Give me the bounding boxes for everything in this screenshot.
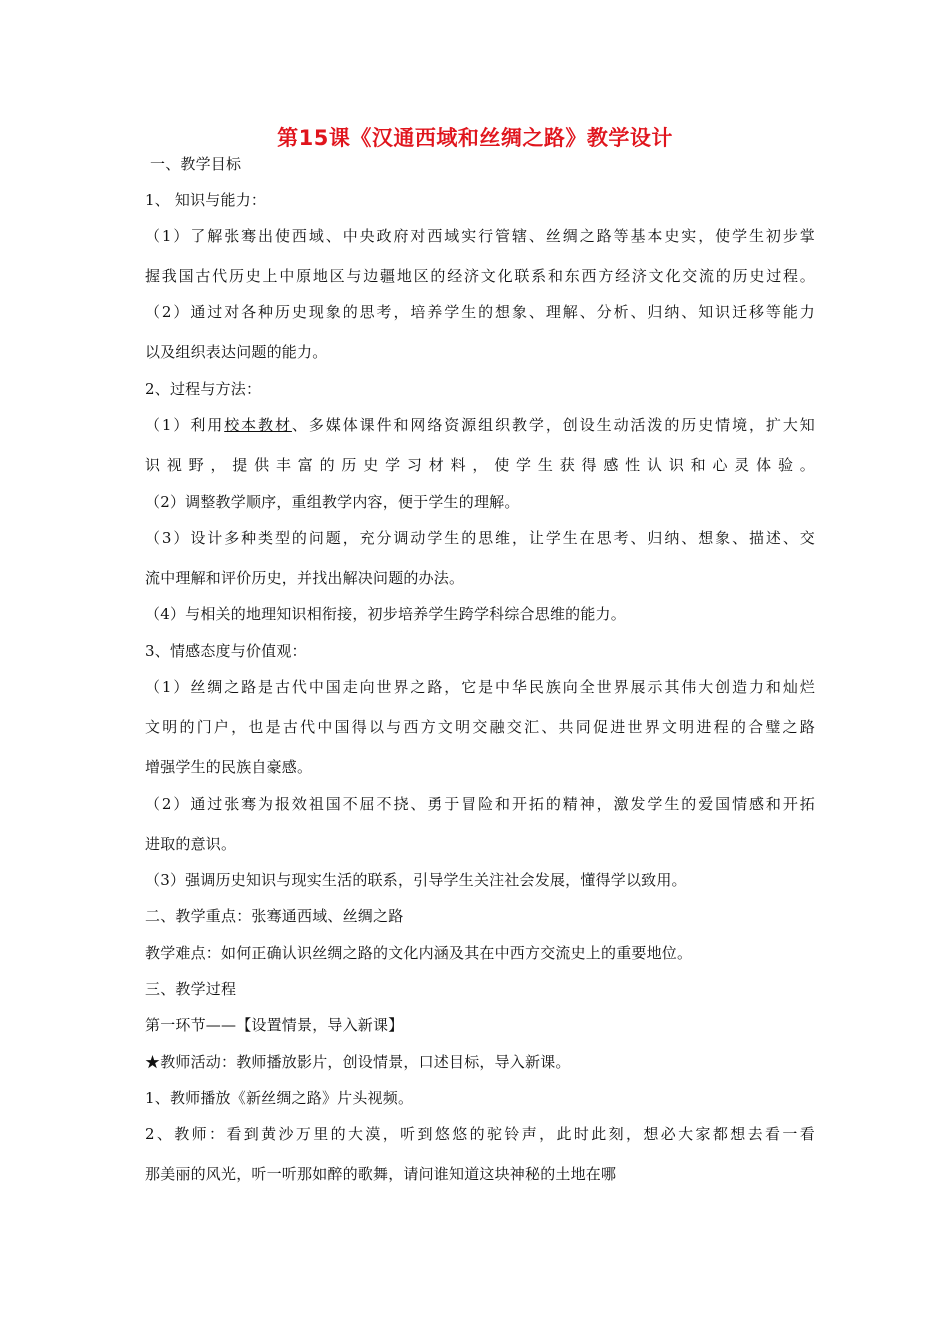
- paragraph-line: （3）强调历史知识与现实生活的联系，引导学生关注社会发展，懂得学以致用。: [145, 871, 687, 889]
- paragraph-line: （4）与相关的地理知识相衔接，初步培养学生跨学科综合思维的能力。: [145, 605, 626, 623]
- paragraph-line: （3）设计多种类型的问题，充分调动学生的思维，让学生在思考、归纳、想象、描述、交: [145, 529, 815, 547]
- paragraph-line: 1、教师播放《新丝绸之路》片头视频。: [145, 1089, 414, 1107]
- paragraph-line: [145, 414, 815, 435]
- paragraph-line: 文明的门户，也是古代中国得以与西方文明交融交汇、共同促进世界文明进程的合璧之路: [145, 718, 815, 736]
- text-run: （1）利用: [145, 416, 225, 434]
- stage-heading: 第一环节——【设置情景，导入新课】: [145, 1016, 404, 1034]
- section-heading-process: 三、教学过程: [145, 980, 237, 998]
- subheading-knowledge-ability: 1、 知识与能力：: [145, 191, 267, 209]
- paragraph-line: 以及组织表达问题的能力。: [145, 343, 328, 361]
- paragraph-line: 识视野，提供丰富的历史学习材料，使学生获得感性认识和心灵体验。: [145, 456, 815, 474]
- section-heading-objectives: 一、教学目标: [150, 155, 242, 173]
- underlined-term: 校本教材: [224, 416, 292, 434]
- paragraph-line: （2）通过张骞为报效祖国不屈不挠、勇于冒险和开拓的精神，激发学生的爱国情感和开拓: [145, 795, 815, 813]
- teacher-activity: ★教师活动：教师播放影片，创设情景，口述目标，导入新课。: [145, 1053, 571, 1071]
- subheading-attitude-values: 3、情感态度与价值观：: [145, 642, 307, 660]
- paragraph-line: （1）丝绸之路是古代中国走向世界之路，它是中华民族向全世界展示其伟大创造力和灿烂: [145, 678, 815, 696]
- paragraph-line: （1）了解张骞出使西域、中央政府对西域实行管辖、丝绸之路等基本史实，使学生初步掌: [145, 227, 815, 245]
- paragraph-line: （2）调整教学顺序，重组教学内容，便于学生的理解。: [145, 493, 520, 511]
- paragraph-line: 2、教师：看到黄沙万里的大漠，听到悠悠的驼铃声，此时此刻，想必大家都想去看一看: [145, 1125, 815, 1143]
- subheading-process-method: 2、过程与方法：: [145, 380, 262, 398]
- document-title: 第15课《汉通西域和丝绸之路》教学设计: [277, 126, 673, 150]
- section-heading-key-points: 二、教学重点：张骞通西域、丝绸之路: [145, 907, 404, 925]
- paragraph-line: 进取的意识。: [145, 835, 237, 853]
- paragraph-line: （2）通过对各种历史现象的思考，培养学生的想象、理解、分析、归纳、知识迁移等能力: [145, 303, 815, 321]
- paragraph-line: 流中理解和评价历史，并找出解决问题的办法。: [145, 569, 465, 587]
- paragraph-line: 增强学生的民族自豪感。: [145, 758, 313, 776]
- paragraph-line: 教学难点：如何正确认识丝绸之路的文化内涵及其在中西方交流史上的重要地位。: [145, 944, 693, 962]
- text-run: 、多媒体课件和网络资源组织教学，创设生动活泼的历史情境，扩大知: [291, 416, 815, 434]
- paragraph-line: 那美丽的风光，听一听那如醉的歌舞，请问谁知道这块神秘的土地在哪: [145, 1165, 617, 1183]
- paragraph-line: 握我国古代历史上中原地区与边疆地区的经济文化联系和东西方经济文化交流的历史过程。: [145, 267, 815, 285]
